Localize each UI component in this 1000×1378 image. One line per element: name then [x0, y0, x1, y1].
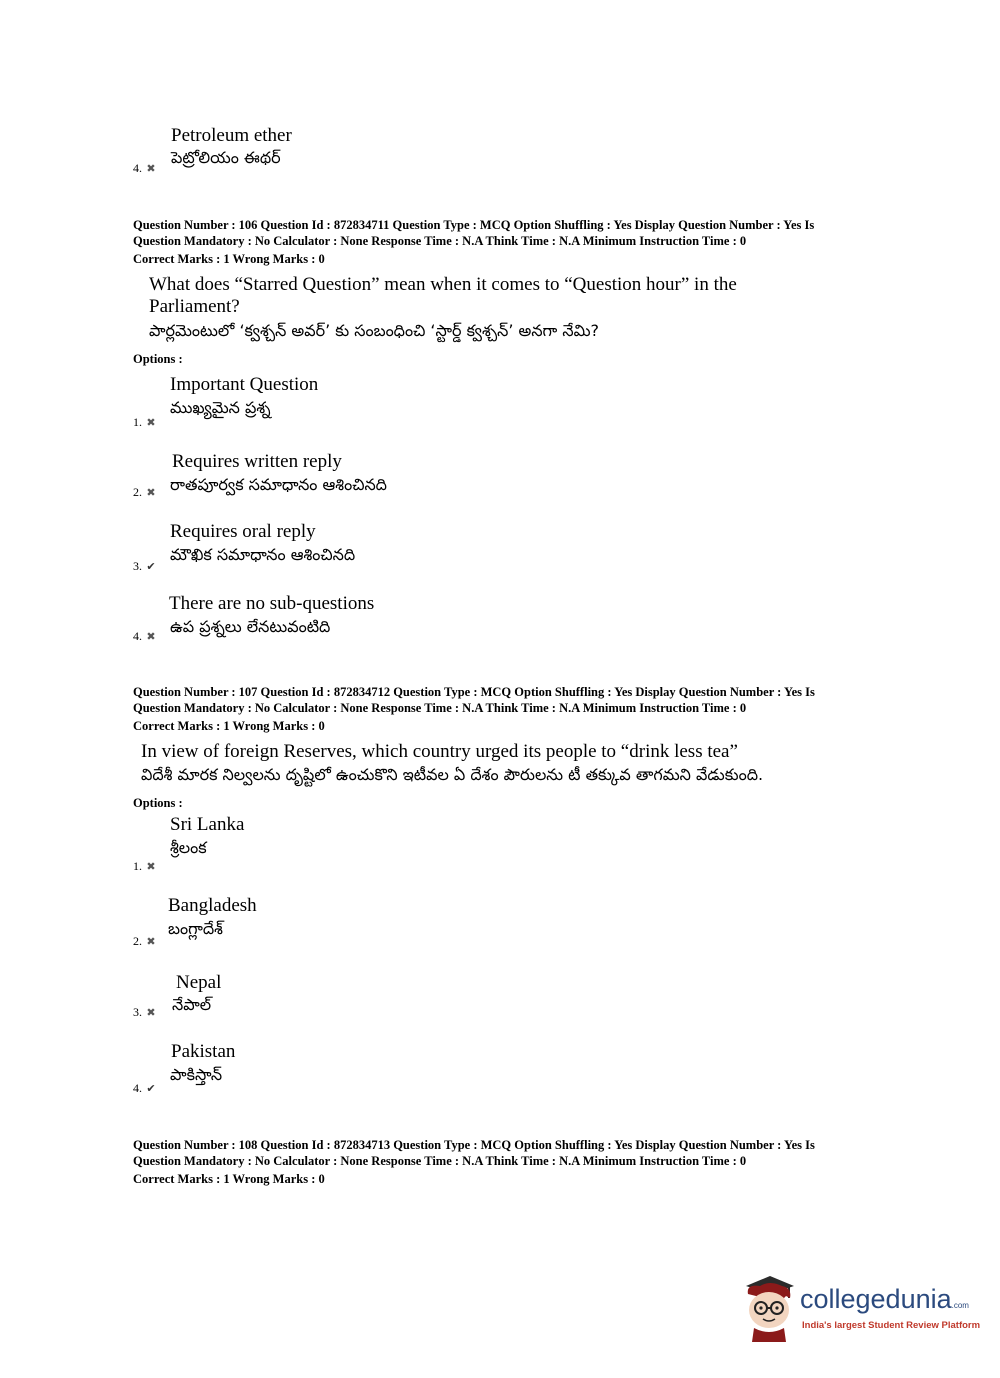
q106-option-2-te: రాతపూర్వక సమాధానం ఆశించినది — [170, 475, 387, 494]
q107-option-4-number: 4. ✔ — [133, 1081, 156, 1095]
q106-question-en-line1: What does “Starred Question” mean when it comes to “Question hour” in the — [149, 274, 737, 295]
q107-option-2-en: Bangladesh — [168, 895, 257, 916]
q107-option-4-en: Pakistan — [171, 1041, 236, 1062]
q107-option-1-te: శ్రీలంక — [170, 838, 207, 857]
q106-option-1-number: 1. ✖ — [133, 415, 156, 429]
logo-tagline: India's largest Student Review Platform — [802, 1320, 981, 1331]
q107-option-1-en: Sri Lanka — [170, 814, 245, 835]
wrong-mark-icon: ✖ — [146, 487, 156, 499]
logo-suffix: .com — [951, 1301, 969, 1310]
q108-meta-line1: Question Number : 108 Question Id : 872834713 Question Type : MCQ Option Shuffling : Yes Display Question Number : Yes Is — [133, 1138, 815, 1152]
q108-meta-line3: Correct Marks : 1 Wrong Marks : 0 — [133, 1172, 325, 1186]
prev-option-4-te: పెట్రోలియం ఈథర్ — [171, 148, 281, 167]
q107-option-3-te: నేపాల్ — [172, 995, 212, 1014]
q107-options-label: Options : — [133, 796, 183, 810]
logo-wordmark — [800, 1284, 969, 1315]
q106-meta-line2: Question Mandatory : No Calculator : None Response Time : N.A Think Time : N.A Minimum Instruction Time : 0 — [133, 233, 747, 248]
q108-meta-line2: Question Mandatory : No Calculator : None Response Time : N.A Think Time : N.A Minimum Instruction Time : 0 — [133, 1153, 747, 1168]
q106-option-2-en: Requires written reply — [172, 451, 342, 472]
wrong-mark-icon: ✖ — [146, 1007, 156, 1019]
mascot-icon — [740, 1272, 798, 1342]
wrong-mark-icon: ✖ — [146, 861, 156, 873]
q107-option-2-te: బంగ్లాదేశ్ — [168, 919, 223, 938]
q106-option-3-en: Requires oral reply — [170, 521, 316, 542]
q106-question-en — [149, 274, 737, 318]
wrong-mark-icon: ✖ — [146, 936, 156, 948]
q106-option-4-te: ఉప ప్రశ్నలు లేనటువంటిది — [170, 617, 331, 636]
q106-option-4-en: There are no sub-questions — [169, 593, 375, 614]
correct-mark-icon: ✔ — [146, 1083, 156, 1095]
q106-meta-line3: Correct Marks : 1 Wrong Marks : 0 — [133, 252, 325, 266]
logo-name: collegedunia — [800, 1284, 952, 1314]
correct-mark-icon: ✔ — [146, 561, 156, 573]
q107-meta-line1: Question Number : 107 Question Id : 872834712 Question Type : MCQ Option Shuffling : Yes Display Question Number : Yes Is — [133, 685, 815, 699]
q106-option-1-en: Important Question — [170, 374, 319, 395]
q108-meta — [133, 1138, 815, 1188]
wrong-mark-icon: ✖ — [146, 417, 156, 429]
q107-option-4-te: పాకిస్తాన్ — [170, 1065, 223, 1084]
prev-option-4-en: Petroleum ether — [171, 125, 292, 146]
q107-question-te: విదేశీ మారక నిల్వలను దృష్టిలో ఉంచుకొని ఇటీవల ఏ దేశం పౌరులను టీ తక్కువ తాగమని వేడుకుంది. — [141, 765, 764, 784]
q107-meta-line3: Correct Marks : 1 Wrong Marks : 0 — [133, 719, 325, 733]
prev-option-4-number: 4. ✖ — [133, 161, 156, 175]
q106-option-3-te: మౌఖిక సమాధానం ఆశించినది — [170, 545, 356, 564]
q106-question-te: పార్లమెంటులో ‘క్వశ్చన్ అవర్’ కు సంబంధించి ‘స్టార్డ్ క్వశ్చన్’ అనగా నేమి? — [149, 321, 600, 340]
q107-option-1-number: 1. ✖ — [133, 859, 156, 873]
q106-question-en-line2: Parliament? — [149, 296, 240, 317]
q106-meta-line1: Question Number : 106 Question Id : 872834711 Question Type : MCQ Option Shuffling : Yes Display Question Number : Yes Is — [133, 218, 815, 232]
q107-option-2-number: 2. ✖ — [133, 934, 156, 948]
q106-option-3-number: 3. ✔ — [133, 559, 156, 573]
q107-meta-line2: Question Mandatory : No Calculator : None Response Time : N.A Think Time : N.A Minimum Instruction Time : 0 — [133, 700, 747, 715]
q106-options-label: Options : — [133, 352, 183, 366]
q106-option-2-number: 2. ✖ — [133, 485, 156, 499]
q106-option-4-number: 4. ✖ — [133, 629, 156, 643]
wrong-mark-icon: ✖ — [146, 631, 156, 643]
q106-option-1-te: ముఖ్యమైన ప్రశ్న — [170, 398, 271, 417]
q107-question-en: In view of foreign Reserves, which country urged its people to “drink less tea” — [141, 741, 738, 762]
q107-option-3-number: 3. ✖ — [133, 1005, 156, 1019]
q107-option-3-en: Nepal — [176, 972, 222, 993]
q106-meta — [133, 218, 814, 268]
q107-meta — [133, 685, 815, 735]
wrong-mark-icon: ✖ — [146, 163, 156, 175]
collegedunia-logo — [740, 1272, 981, 1342]
